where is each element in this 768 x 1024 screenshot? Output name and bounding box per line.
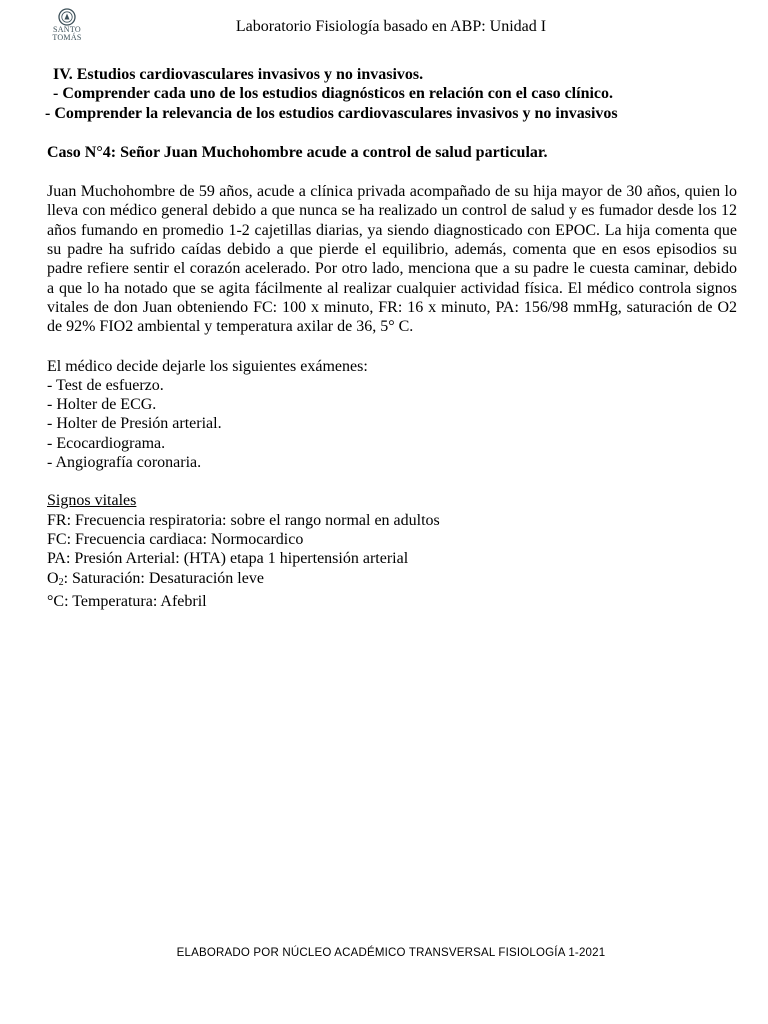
case-paragraph: Juan Muchohombre de 59 años, acude a clínica privada acompañado de su hija mayor de 30 años, quien lo lleva con médico general debido a que nunca se ha realizado un control de salud y es fumador desde los 12 años fumando en promedio 1-2 cajetillas diarias, ya siendo diagnosticado con EPOC. La hija comenta que su padre ha sufrido caídas debido a que pierde el equilibrio, además, comenta que en esos episodios su padre refiere sentir el corazón acelerado. Por otro lado, menciona que a su padre le cuesta caminar, debido a que lo ha notado que se agita fácilmente al realizar cualquier actividad física. El médico controla signos vitales de don Juan obteniendo FC: 100 x minuto, FR: 16 x minuto, PA: 156/98 mmHg, saturación de O2 de 92% FIO2 ambiental y temperatura axilar de 36, 5° C. [47, 183, 737, 336]
exam-item: - Holter de Presión arterial. [47, 415, 222, 433]
document-body [47, 65, 737, 611]
exams-intro: El médico decide dejarle los siguientes exámenes: [47, 357, 368, 375]
o2-text: : Saturación: Desaturación leve [63, 569, 264, 587]
objectives-heading: IV. Estudios cardiovasculares invasivos y no invasivos. [53, 66, 424, 83]
exam-item: - Angiografía coronaria. [47, 454, 202, 472]
vital-pa: PA: Presión Arterial: (HTA) etapa 1 hipertensión arterial [47, 550, 409, 568]
vital-temp: °C: Temperatura: Afebril [47, 592, 207, 610]
header-title: Laboratorio Fisiología basado en ABP: Unidad I [235, 18, 547, 35]
logo-line-2: TOMÁS [52, 33, 82, 42]
vitals-heading: Signos vitales [47, 492, 137, 510]
objective-item: - Comprender cada uno de los estudios diagnósticos en relación con el caso clínico. [53, 85, 614, 103]
vital-fc: FC: Frecuencia cardiaca: Normocardico [47, 530, 304, 548]
exam-item: - Holter de ECG. [47, 396, 157, 414]
vital-o2 [47, 569, 737, 592]
vital-fr: FR: Frecuencia respiratoria: sobre el rango normal en adultos [47, 511, 440, 529]
case-title: Caso N°4: Señor Juan Muchohombre acude a control de salud particular. [47, 143, 548, 161]
objective-item: - Comprender la relevancia de los estudios cardiovasculares invasivos y no invasivos [45, 104, 618, 122]
logo-line-1: SANTO [52, 25, 82, 34]
exam-item: - Test de esfuerzo. [47, 376, 164, 394]
o2-letter: O [47, 569, 59, 587]
footer-text: ELABORADO POR NÚCLEO ACADÉMICO TRANSVERSAL FISIOLOGÍA 1-2021 [176, 947, 606, 959]
o2-subscript: 2 [58, 576, 64, 588]
exam-item: - Ecocardiograma. [47, 434, 166, 452]
